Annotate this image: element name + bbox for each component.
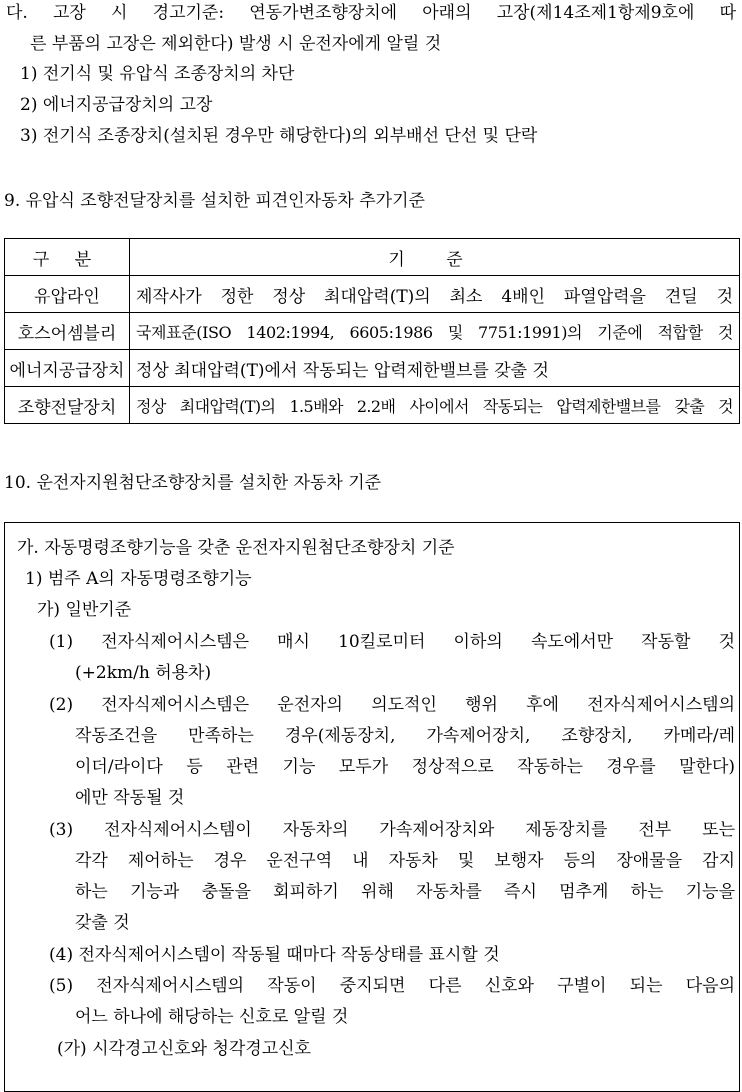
table-header-row [5, 239, 740, 276]
table-row [5, 387, 740, 424]
table-header-category: 구 분 [5, 239, 130, 276]
para1-line1: (1) 전자식제어시스템은 매시 10킬로미터 이하의 속도에서만 작동할 것 [49, 632, 735, 652]
para5-line1: (5) 전자식제어시스템의 작동이 중지되면 다른 신호와 구별이 되는 다음의 [49, 976, 735, 996]
para3-line1: (3) 전자식제어시스템이 자동차의 가속제어장치와 제동장치를 전부 또는 [49, 820, 735, 840]
para4: (4) 전자식제어시스템이 작동될 때마다 작동상태를 표시할 것 [49, 945, 500, 965]
table-cell-category: 에너지공급장치 [5, 350, 130, 387]
section9-heading: 9. 유압식 조향전달장치를 설치한 피견인자동차 추가기준 [4, 191, 425, 211]
section10-heading: 10. 운전자지원첨단조향장치를 설치한 자동차 기준 [4, 473, 382, 493]
hydraulic-criteria-table [4, 238, 740, 424]
table-cell-criteria: 정상 최대압력(T)의 1.5배와 2.2배 사이에서 작동되는 압력제한밸브를 갖출 것 [130, 387, 740, 424]
item-da-sub2: 2) 에너지공급장치의 고장 [20, 95, 213, 115]
para2-line4: 에만 작동될 것 [75, 788, 185, 808]
para3-line2: 각각 제어하는 경우 운전구역 내 자동차 및 보행자 등의 장애물을 감지 [75, 851, 735, 871]
section10-content-box [4, 522, 740, 1092]
table-cell-criteria: 국제표준(ISO 1402:1994, 6605:1986 및 7751:1991)의 기준에 적합할 것 [130, 313, 740, 350]
para3-line4: 갖출 것 [75, 913, 130, 933]
table-row [5, 350, 740, 387]
para1-line2: (+2km/h 허용차) [75, 663, 212, 683]
item-da-line2: 른 부품의 고장은 제외한다) 발생 시 운전자에게 알릴 것 [30, 34, 442, 54]
table-cell-criteria: 제작사가 정한 정상 최대압력(T)의 최소 4배인 파열압력을 견딜 것 [130, 276, 740, 313]
table-cell-category: 유압라인 [5, 276, 130, 313]
table-row [5, 276, 740, 313]
table-cell-criteria: 정상 최대압력(T)에서 작동되는 압력제한밸브를 갖출 것 [130, 350, 740, 387]
table-row [5, 313, 740, 350]
para5-line2: 어느 하나에 해당하는 신호로 알릴 것 [75, 1007, 349, 1027]
para2-line3: 이더/라이다 등 관련 기능 모두가 정상적으로 작동하는 경우를 말한다) [75, 757, 735, 777]
item-ga: 가. 자동명령조향기능을 갖춘 운전자지원첨단조향장치 기준 [17, 538, 455, 558]
item-da-line1: 다. 고장 시 경고기준: 연동가변조향장치에 아래의 고장(제14조제1항제9호에 따 [6, 3, 736, 23]
table-header-criteria: 기 준 [130, 239, 740, 276]
table-cell-category: 호스어셈블리 [5, 313, 130, 350]
para3-line3: 하는 기능과 충돌을 회피하기 위해 자동차를 즉시 멈추게 하는 기능을 [75, 882, 735, 902]
item-s1: 1) 범주 A의 자동명령조향기능 [25, 569, 252, 589]
item-da-sub3: 3) 전기식 조종장치(설치된 경우만 해당한다)의 외부배선 단선 및 단락 [20, 126, 538, 146]
para2-line2: 작동조건을 만족하는 경우(제동장치, 가속제어장치, 조향장치, 카메라/레 [75, 726, 735, 746]
item-da-sub1: 1) 전기식 및 유압식 조종장치의 차단 [20, 64, 295, 84]
para2-line1: (2) 전자식제어시스템은 운전자의 의도적인 행위 후에 전자식제어시스템의 [49, 695, 735, 715]
table-cell-category: 조향전달장치 [5, 387, 130, 424]
item-s1-ga: 가) 일반기준 [37, 600, 132, 620]
para5-subitem-ga: (가) 시각경고신호와 청각경고신호 [57, 1039, 311, 1059]
